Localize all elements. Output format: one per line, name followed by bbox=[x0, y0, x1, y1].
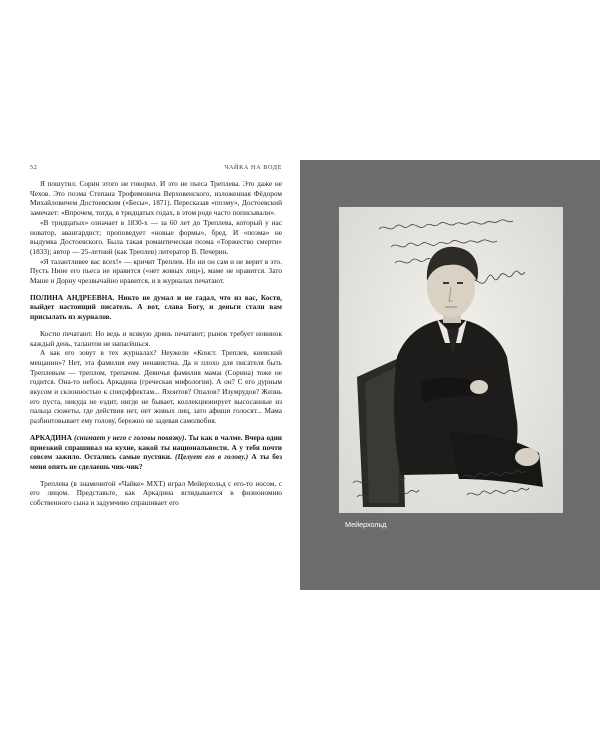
running-title: ЧАЙКА НА ВОДЕ bbox=[224, 164, 282, 171]
dialogue-arkadina bbox=[30, 433, 282, 472]
body-text bbox=[30, 179, 282, 508]
stage-direction: (снимает у него с головы повязку) bbox=[74, 432, 185, 442]
paragraph: «Я талантливее вас всех!» — кричит Треплев. Но ни он сам и не верит в это. Пусть Нине его пьеса не нравится («нет живых лиц»), маме не нравится. Зато Маше и Дорну чрезвычайно нравится, и в журналах печатают. bbox=[30, 256, 282, 286]
dialogue-text: А ты без меня опять не сделаешь чик-чик? bbox=[30, 452, 283, 471]
meyerhold-portrait bbox=[339, 207, 563, 513]
paragraph: Костю печатают. Но ведь и всякую дрянь печатают; рынок требует новинок каждый день, талантов не напасёшься. bbox=[30, 328, 282, 348]
dialogue-text: . Ты как в чалме. Вчера один приезжий спрашивал на кухне, какой ты национальности. А у тебя почти совсем зажило. Остались самые пустяки. bbox=[30, 432, 282, 462]
photo-caption: Мейерхольд bbox=[345, 520, 387, 529]
paragraph: А как его зовут в тех журналах? Неужели «Конст. Треплев, киевский мещанин»? Нет, эта фамилия ему ненавистна. Да и плохо для писателя быть Треплевым — треплом, трепачом. Девичья фамилия мамаı (Сорина) тоже не годится. Она-то небось Аркадина (греческая мифология). А он? С его дурным вкусом и склонностью к спецэффектам... Яхонтов? Опалов? Изумрудов? Жизнь его пуста, никуда не ездит, нигде не бывает, коллекционирует высосанные из пальца сюжеты, где действия нет, нет живых лиц, зато афиши голосят... Мама разбинтовывает ему голову, бережно не задевая самолюбия. bbox=[30, 348, 282, 426]
portrait-photo bbox=[339, 207, 563, 513]
paragraph: «В тридцатых» означает в 1830-х — за 60 лет до Треплева, который у нас новатор, авангардист; проповедует «новые формы», бред. И «поэма» не выдумка Достоевского. Была такая романтическая поэма «Торжество смерти» (1833); автор — 25-летний (как Треплев) литератор В. Печерин. bbox=[30, 217, 282, 256]
speaker-name: АРКАДИНА bbox=[30, 432, 72, 442]
page-number: 52 bbox=[30, 164, 38, 171]
paragraph: Треплева (в знаменитой «Чайке» МХТ) играл Мейерхольд с его-то носом, с его лицом. Представьте, как Аркадина вглядывается в физиономию собственного сына и задумчиво спрашивает его bbox=[30, 478, 282, 508]
dialogue-polina: ПОЛИНА АНДРЕЕВНА. Никто не думал и не гадал, что из вас, Костя, выйдет настоящий писатель. А вот, слава Богу, и деньги стали вам присылать из журналов. bbox=[30, 292, 282, 322]
stage-direction: (Целует его в голову.) bbox=[175, 452, 249, 462]
paragraph: Я пошутил. Сорин этого не говорил. И это не пьеса Треплева. Это даже не Чехов. Это поэма Степана Трофимовича Верховенского, изложенная Фёдором Михайловичем Достоевским («Бесы», 1871). Пересказав «поэму», Достоевский замечает: «Впрочем, тогда, в тридцатых годах, в этом роде часто пописывали». bbox=[30, 179, 282, 218]
running-head bbox=[30, 164, 282, 176]
